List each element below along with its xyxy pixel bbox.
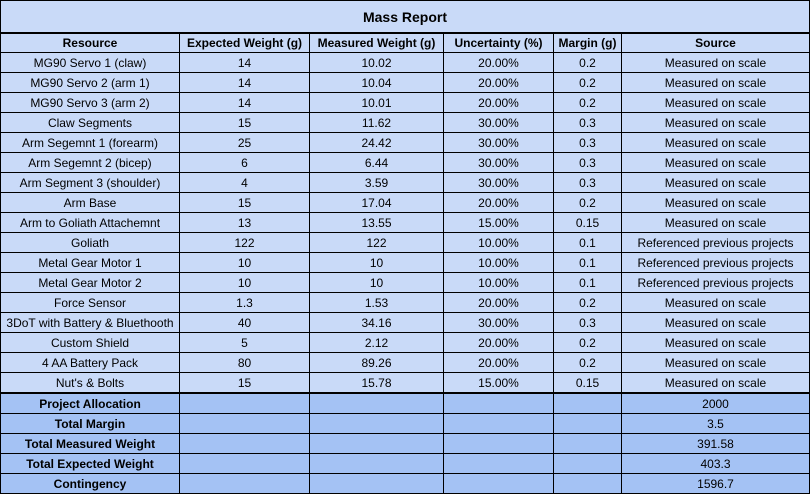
cell-measured-weight: 6.44 — [310, 153, 444, 173]
cell-resource: Force Sensor — [1, 293, 180, 313]
summary-row — [1, 434, 810, 454]
cell-expected-weight: 25 — [180, 133, 310, 153]
cell-margin: 0.3 — [554, 113, 622, 133]
cell-expected-weight: 40 — [180, 313, 310, 333]
column-header-margin: Margin (g) — [554, 33, 622, 53]
cell-margin: 0.3 — [554, 133, 622, 153]
summary-empty-cell — [180, 474, 310, 494]
cell-measured-weight: 89.26 — [310, 353, 444, 373]
summary-empty-cell — [444, 434, 554, 454]
cell-source: Measured on scale — [622, 153, 810, 173]
summary-label: Total Measured Weight — [1, 434, 180, 454]
table-row — [1, 313, 810, 333]
cell-expected-weight: 4 — [180, 173, 310, 193]
cell-expected-weight: 122 — [180, 233, 310, 253]
cell-uncertainty: 10.00% — [444, 253, 554, 273]
cell-measured-weight: 11.62 — [310, 113, 444, 133]
cell-uncertainty: 20.00% — [444, 93, 554, 113]
cell-margin: 0.15 — [554, 373, 622, 394]
cell-margin: 0.2 — [554, 193, 622, 213]
cell-expected-weight: 6 — [180, 153, 310, 173]
table-body — [1, 53, 810, 394]
cell-uncertainty: 20.00% — [444, 353, 554, 373]
cell-measured-weight: 13.55 — [310, 213, 444, 233]
cell-source: Measured on scale — [622, 333, 810, 353]
table-row — [1, 333, 810, 353]
cell-measured-weight: 10.04 — [310, 73, 444, 93]
table-row — [1, 273, 810, 293]
cell-margin: 0.3 — [554, 153, 622, 173]
cell-source: Measured on scale — [622, 193, 810, 213]
cell-resource: Arm Base — [1, 193, 180, 213]
cell-source: Measured on scale — [622, 373, 810, 394]
cell-source: Measured on scale — [622, 53, 810, 73]
cell-expected-weight: 13 — [180, 213, 310, 233]
column-header-source: Source — [622, 33, 810, 53]
table-row — [1, 53, 810, 73]
cell-expected-weight: 14 — [180, 73, 310, 93]
cell-source: Measured on scale — [622, 213, 810, 233]
summary-empty-cell — [180, 414, 310, 434]
summary-empty-cell — [310, 474, 444, 494]
cell-resource: Metal Gear Motor 2 — [1, 273, 180, 293]
cell-source: Measured on scale — [622, 73, 810, 93]
column-header-measured-weight: Measured Weight (g) — [310, 33, 444, 53]
cell-expected-weight: 15 — [180, 373, 310, 394]
summary-value: 1596.7 — [622, 474, 810, 494]
summary-empty-cell — [180, 434, 310, 454]
table-row — [1, 93, 810, 113]
summary-empty-cell — [554, 393, 622, 414]
summary-label: Total Margin — [1, 414, 180, 434]
cell-uncertainty: 30.00% — [444, 113, 554, 133]
cell-uncertainty: 30.00% — [444, 173, 554, 193]
table-row — [1, 253, 810, 273]
summary-empty-cell — [310, 454, 444, 474]
cell-resource: Custom Shield — [1, 333, 180, 353]
summary-empty-cell — [554, 454, 622, 474]
cell-expected-weight: 10 — [180, 253, 310, 273]
summary-empty-cell — [444, 454, 554, 474]
cell-expected-weight: 10 — [180, 273, 310, 293]
cell-source: Measured on scale — [622, 113, 810, 133]
column-header-uncertainty: Uncertainty (%) — [444, 33, 554, 53]
cell-source: Measured on scale — [622, 173, 810, 193]
cell-source: Measured on scale — [622, 293, 810, 313]
cell-margin: 0.1 — [554, 273, 622, 293]
cell-resource: Claw Segments — [1, 113, 180, 133]
summary-empty-cell — [310, 393, 444, 414]
summary-value: 3.5 — [622, 414, 810, 434]
report-title: Mass Report — [1, 1, 810, 34]
cell-measured-weight: 122 — [310, 233, 444, 253]
table-row — [1, 293, 810, 313]
cell-measured-weight: 10.02 — [310, 53, 444, 73]
summary-row — [1, 474, 810, 494]
cell-uncertainty: 15.00% — [444, 373, 554, 394]
cell-source: Measured on scale — [622, 353, 810, 373]
table-row — [1, 73, 810, 93]
summary-label: Project Allocation — [1, 393, 180, 414]
cell-measured-weight: 2.12 — [310, 333, 444, 353]
table-row — [1, 173, 810, 193]
summary-label: Contingency — [1, 474, 180, 494]
cell-uncertainty: 20.00% — [444, 73, 554, 93]
summary-empty-cell — [444, 414, 554, 434]
cell-expected-weight: 15 — [180, 193, 310, 213]
table-row — [1, 213, 810, 233]
cell-measured-weight: 17.04 — [310, 193, 444, 213]
cell-uncertainty: 20.00% — [444, 333, 554, 353]
cell-measured-weight: 10 — [310, 273, 444, 293]
cell-source: Measured on scale — [622, 313, 810, 333]
summary-empty-cell — [554, 434, 622, 454]
table-row — [1, 353, 810, 373]
cell-margin: 0.1 — [554, 253, 622, 273]
cell-margin: 0.2 — [554, 293, 622, 313]
summary-value: 403.3 — [622, 454, 810, 474]
cell-resource: Metal Gear Motor 1 — [1, 253, 180, 273]
summary-value: 2000 — [622, 393, 810, 414]
cell-uncertainty: 30.00% — [444, 153, 554, 173]
summary-empty-cell — [444, 393, 554, 414]
table-row — [1, 133, 810, 153]
table-row — [1, 113, 810, 133]
cell-resource: MG90 Servo 2 (arm 1) — [1, 73, 180, 93]
cell-uncertainty: 20.00% — [444, 193, 554, 213]
cell-resource: Arm Segemnt 1 (forearm) — [1, 133, 180, 153]
summary-value: 391.58 — [622, 434, 810, 454]
cell-uncertainty: 15.00% — [444, 213, 554, 233]
cell-uncertainty: 30.00% — [444, 133, 554, 153]
cell-resource: Goliath — [1, 233, 180, 253]
cell-source: Measured on scale — [622, 133, 810, 153]
column-header-expected-weight: Expected Weight (g) — [180, 33, 310, 53]
cell-margin: 0.2 — [554, 53, 622, 73]
cell-expected-weight: 15 — [180, 113, 310, 133]
cell-resource: Arm Segemnt 2 (bicep) — [1, 153, 180, 173]
cell-expected-weight: 14 — [180, 93, 310, 113]
cell-margin: 0.2 — [554, 93, 622, 113]
cell-margin: 0.3 — [554, 173, 622, 193]
summary-empty-cell — [310, 414, 444, 434]
cell-measured-weight: 15.78 — [310, 373, 444, 394]
cell-expected-weight: 5 — [180, 333, 310, 353]
table-row — [1, 153, 810, 173]
cell-uncertainty: 20.00% — [444, 53, 554, 73]
cell-uncertainty: 10.00% — [444, 233, 554, 253]
cell-uncertainty: 30.00% — [444, 313, 554, 333]
header-row — [1, 33, 810, 53]
cell-measured-weight: 10 — [310, 253, 444, 273]
cell-measured-weight: 10.01 — [310, 93, 444, 113]
column-header-resource: Resource — [1, 33, 180, 53]
cell-resource: MG90 Servo 1 (claw) — [1, 53, 180, 73]
summary-row — [1, 454, 810, 474]
cell-margin: 0.2 — [554, 353, 622, 373]
summary-empty-cell — [554, 414, 622, 434]
summary-empty-cell — [444, 474, 554, 494]
summary-empty-cell — [310, 434, 444, 454]
cell-measured-weight: 1.53 — [310, 293, 444, 313]
cell-resource: 4 AA Battery Pack — [1, 353, 180, 373]
cell-measured-weight: 3.59 — [310, 173, 444, 193]
summary-empty-cell — [180, 393, 310, 414]
summary-empty-cell — [554, 474, 622, 494]
cell-expected-weight: 14 — [180, 53, 310, 73]
table-row — [1, 373, 810, 394]
cell-source: Referenced previous projects — [622, 233, 810, 253]
cell-expected-weight: 80 — [180, 353, 310, 373]
cell-resource: MG90 Servo 3 (arm 2) — [1, 93, 180, 113]
cell-margin: 0.2 — [554, 333, 622, 353]
cell-source: Referenced previous projects — [622, 273, 810, 293]
cell-source: Measured on scale — [622, 93, 810, 113]
cell-resource: 3DoT with Battery & Bluethooth — [1, 313, 180, 333]
summary-row — [1, 393, 810, 414]
cell-source: Referenced previous projects — [622, 253, 810, 273]
cell-resource: Arm to Goliath Attachemnt — [1, 213, 180, 233]
summary-row — [1, 414, 810, 434]
summary-empty-cell — [180, 454, 310, 474]
cell-margin: 0.1 — [554, 233, 622, 253]
cell-measured-weight: 34.16 — [310, 313, 444, 333]
cell-uncertainty: 20.00% — [444, 293, 554, 313]
cell-measured-weight: 24.42 — [310, 133, 444, 153]
cell-resource: Arm Segment 3 (shoulder) — [1, 173, 180, 193]
cell-resource: Nut's & Bolts — [1, 373, 180, 394]
summary-label: Total Expected Weight — [1, 454, 180, 474]
cell-margin: 0.2 — [554, 73, 622, 93]
cell-margin: 0.15 — [554, 213, 622, 233]
summary-body — [1, 393, 810, 494]
cell-margin: 0.3 — [554, 313, 622, 333]
cell-uncertainty: 10.00% — [444, 273, 554, 293]
table-row — [1, 233, 810, 253]
cell-expected-weight: 1.3 — [180, 293, 310, 313]
table-row — [1, 193, 810, 213]
